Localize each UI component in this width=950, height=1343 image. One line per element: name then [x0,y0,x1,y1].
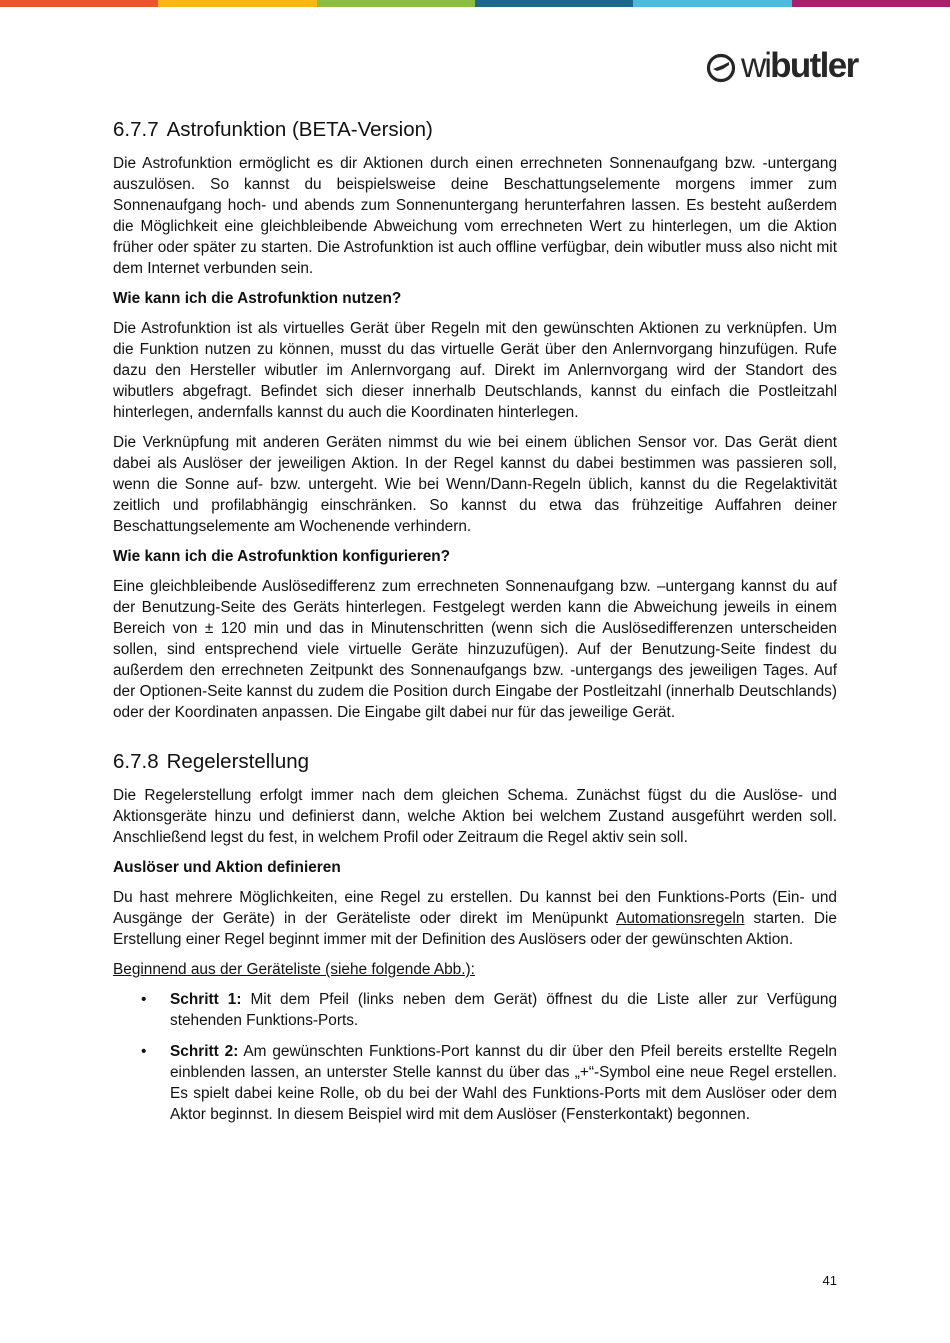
step-label: Schritt 2: [170,1043,239,1060]
step-label: Schritt 1: [170,991,242,1008]
color-band-segment [158,0,316,7]
step-text: Mit dem Pfeil (links neben dem Gerät) öffnest du die Liste aller zur Verfügung stehenden Funktions-Ports. [170,991,838,1029]
section-title: Regelerstellung [166,750,310,773]
page-number: 41 [822,1273,837,1288]
section-heading-regelerstellung [113,748,837,776]
wibutler-logo [706,46,886,90]
paragraph: Die Verknüpfung mit anderen Geräten nimmst du wie bei einem üblichen Sensor vor. Das Gerät dient dabei als Auslöser der jeweiligen Aktion. In der Regel kannst du dabei bestimmen was passieren soll, wenn die Sonne auf- bzw. untergeht. Wie bei Wenn/Dann-Regeln üblich, kannst du die Regelaktivität zeitlich und profilabhängig einschränken. So kannst du etwa das frühzeitige Auffahren deiner Beschattungselemente am Wochenende verhindern. [113,434,837,535]
section-number: 6.7.7 [113,118,159,141]
bullet-icon: • [141,991,147,1008]
color-band-segment [475,0,633,7]
list-lead-in: Beginnend aus der Geräteliste (siehe folgende Abb.): [113,961,475,978]
header-color-band [0,0,950,7]
paragraph-text: Du hast mehrere Möglichkeiten, eine Regel zu erstellen. Du kannst bei den Funktions-Ports (Ein- und Ausgänge der Geräte) in der Geräteliste oder direkt im Menüpunkt [113,889,837,927]
section-heading-astrofunktion [113,116,837,144]
paragraph: Die Astrofunktion ermöglicht es dir Aktionen durch einen errechneten Sonnenaufgang bzw. -untergang auszulösen. So kannst du beispielsweise deine Beschattungselemente morgens immer zum Sonnenaufgang hoch- und abends zum Sonnenuntergang herunterfahren lassen. Es besteht außerdem die Möglichkeit eine gleichbleibende Abweichung vom errechneten Wert zu hinterlegen, um die Aktion früher oder später zu starten. Die Astrofunktion ist auch offline verfügbar, dein wibutler muss also nicht mit dem Internet verbunden sein. [113,155,837,277]
subheading: Auslöser und Aktion definieren [113,859,341,876]
subheading: Wie kann ich die Astrofunktion nutzen? [113,290,402,307]
paragraph: Die Regelerstellung erfolgt immer nach dem gleichen Schema. Zunächst fügst du die Auslöse- und Aktionsgeräte hinzu und definierst dann, welche Aktion bei welchem Zustand ausgeführt werden soll. Anschließend legst du fest, in welchem Profil oder Zeitraum die Regel aktiv sein soll. [113,787,837,846]
paragraph: Die Astrofunktion ist als virtuelles Gerät über Regeln mit den gewünschten Aktionen zu verknüpfen. Um die Funktion nutzen zu können, musst du das virtuelle Gerät über den Anlernvorgang hinzufügen. Rufe dazu den Hersteller wibutler im Anlernvorgang auf. Direkt im Anlernvorgang wird der Standort des wibutlers abgefragt. Befindet sich dieser innerhalb Deutschlands, kannst du einfach die Postleitzahl hinterlegen, andernfalls kannst du auch die Koordinaten hinterlegen. [113,320,837,421]
document-body [113,116,837,1135]
list-item [113,989,837,1031]
wibutler-logo-text: wibutler [741,46,858,85]
paragraph [113,887,837,950]
color-band-segment [317,0,475,7]
step-text: Am gewünschten Funktions-Port kannst du dir über den Pfeil bereits erstellte Regeln einblenden lassen, an unterster Stelle kannst du über das „+“-Symbol eine neue Regel erstellen. Es spielt dabei keine Rolle, ob du bei der Wahl des Funktions-Ports mit dem Auslöser oder dem Aktor beginnst. In diesem Beispiel wird mit dem Auslöser (Fensterkontakt) begonnen. [170,1043,837,1123]
list-item [113,1041,837,1125]
paragraph-text: starten. Die Erstellung einer Regel beginnt immer mit der Definition des Auslösers oder der gewünschten Aktion. [113,910,837,948]
bullet-icon: • [141,1043,147,1060]
color-band-segment [0,0,158,7]
section-title: Astrofunktion (BETA-Version) [166,118,433,141]
section-number: 6.7.8 [113,750,159,773]
color-band-segment [633,0,791,7]
steps-list [113,989,837,1125]
automationsregeln-link[interactable]: Automationsregeln [616,910,745,927]
subheading: Wie kann ich die Astrofunktion konfigurieren? [113,548,451,565]
wibutler-logo-icon [706,52,738,84]
paragraph: Eine gleichbleibende Auslösedifferenz zum errechneten Sonnenaufgang bzw. –untergang kannst du auf der Benutzung-Seite des Geräts hinterlegen. Festgelegt werden kann die Abweichung jeweils in einem Bereich von ± 120 min und das in Minutenschritten (wenn sich die Auslösedifferenzen unterscheiden sollen, sind entsprechend viele virtuelle Geräte hinzuzufügen). Auf der Benutzung-Seite findest du außerdem den errechneten Zeitpunkt des Sonnenaufgangs bzw. -untergangs des jeweiligen Tages. Auf der Optionen-Seite kannst du zudem die Position durch Eingabe der Postleitzahl (innerhalb Deutschlands) oder der Koordinaten anpassen. Die Eingabe gilt dabei nur für das jeweilige Gerät. [113,578,837,721]
color-band-segment [792,0,950,7]
